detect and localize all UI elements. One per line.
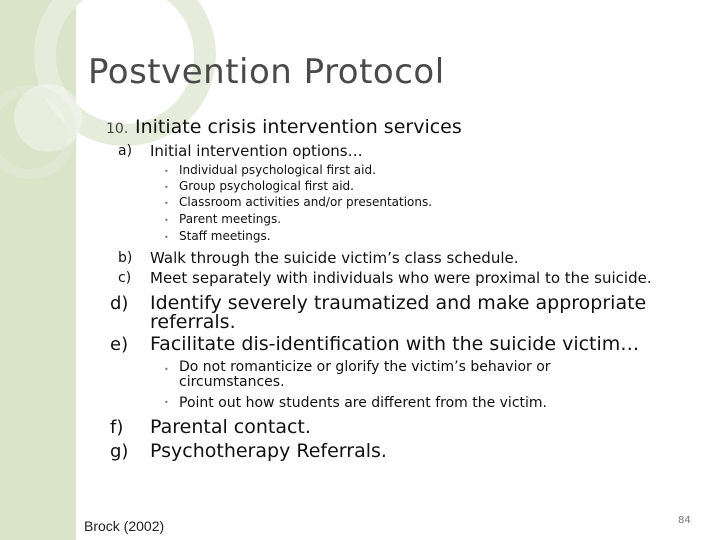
citation-footer: Brock (2002) — [84, 518, 165, 534]
item-e-text: Facilitate dis-identification with the suicide victim… — [150, 333, 640, 355]
item-g-letter: g) — [110, 441, 129, 462]
item-f-letter: f) — [110, 417, 124, 438]
item-d-text-line2: referrals. — [150, 311, 236, 333]
bullet-icon: • — [164, 233, 169, 242]
option-a-3: Classroom activities and/or presentations. — [179, 195, 433, 209]
page-number: 84 — [678, 515, 691, 526]
bullet-icon: • — [164, 167, 169, 176]
option-a-1: Individual psychological first aid. — [179, 163, 376, 177]
option-a-2: Group psychological first aid. — [179, 179, 354, 193]
bullet-icon: • — [164, 183, 169, 192]
item-d-letter: d) — [110, 293, 129, 314]
item-c-text: Meet separately with individuals who were proximal to the suicide. — [150, 269, 652, 287]
main-item-text: Initiate crisis intervention services — [135, 116, 462, 138]
main-item-number: 10. — [106, 121, 129, 137]
slide-title: Postvention Protocol — [88, 52, 445, 92]
item-g-text: Psychotherapy Referrals. — [150, 440, 387, 462]
item-e-letter: e) — [110, 334, 129, 355]
bullet-icon: • — [164, 398, 169, 407]
option-a-4: Parent meetings. — [179, 212, 282, 226]
bullet-icon: • — [164, 199, 169, 208]
item-a-text: Initial intervention options… — [150, 142, 363, 160]
bullet-icon: • — [164, 365, 169, 374]
option-a-5: Staff meetings. — [179, 229, 271, 243]
item-a-letter: a) — [118, 143, 133, 159]
item-f-text: Parental contact. — [150, 416, 311, 438]
option-e-1-line2: circumstances. — [179, 374, 285, 390]
option-e-2: Point out how students are different from the victim. — [179, 395, 547, 411]
item-b-letter: b) — [118, 250, 133, 266]
bullet-icon: • — [164, 216, 169, 225]
item-c-letter: c) — [118, 270, 132, 286]
option-e-1-line1: Do not romanticize or glorify the victim’s behavior or — [179, 359, 551, 375]
item-b-text: Walk through the suicide victim’s class schedule. — [150, 249, 519, 267]
item-d-text-line1: Identify severely traumatized and make appropriate — [150, 292, 647, 314]
